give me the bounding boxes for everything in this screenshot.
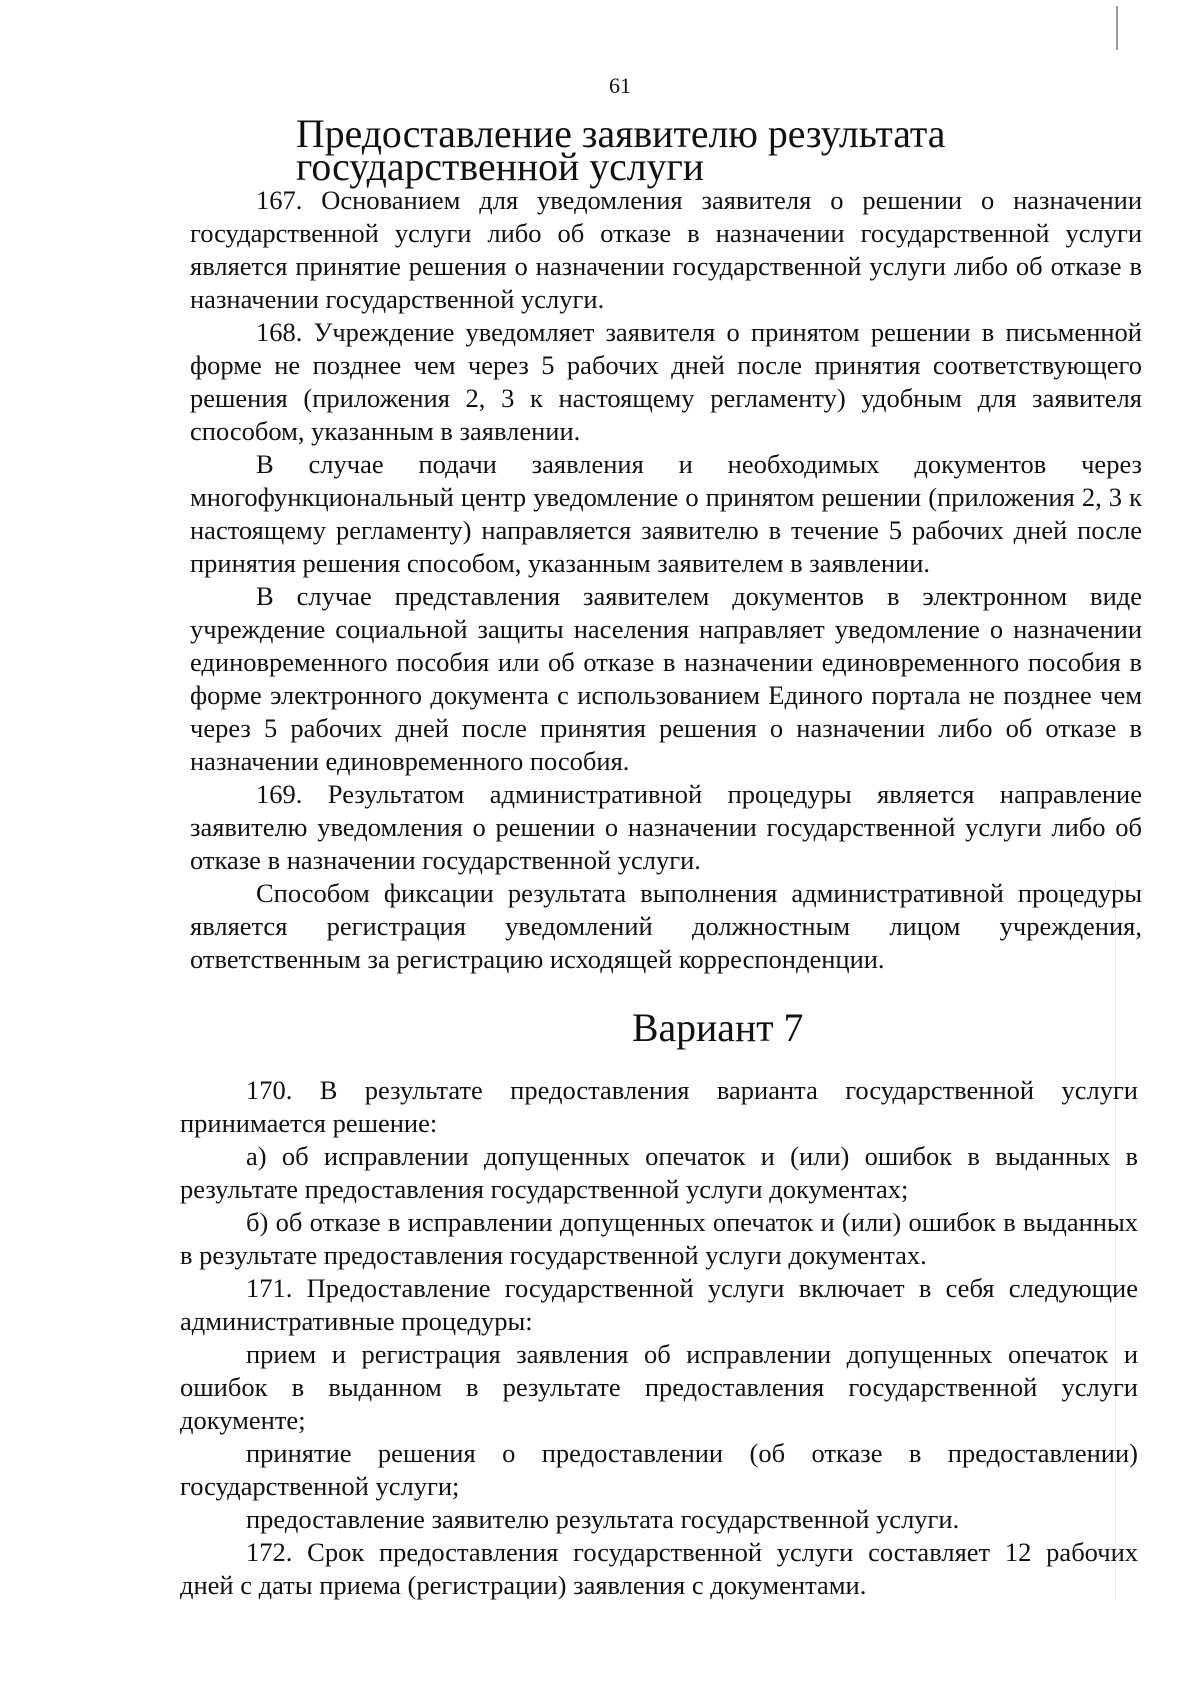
paragraph-171-reception: прием и регистрация заявления об исправлении допущенных опечаток и ошибок в выданном в результате предоставления государственной услуги документе; <box>180 1339 1138 1435</box>
paragraph-170-b: б) об отказе в исправлении допущенных опечаток и (или) ошибок в выданных в результате предоставления государственной услуги документах. <box>180 1207 1138 1270</box>
paragraph-170: 170. В результате предоставления варианта государственной услуги принимается решение: <box>180 1075 1138 1138</box>
variant-body <box>180 1074 1138 1602</box>
paragraph-169-fixation: Способом фиксации результата выполнения административной процедуры является регистрация уведомлений должностным лицом учреждения, ответственным за регистрацию исходящей корреспонденции. <box>190 878 1142 974</box>
paragraph-171-decision: принятие решения о предоставлении (об отказе в предоставлении) государственной услуги; <box>180 1438 1138 1501</box>
paragraph-170-a: а) об исправлении допущенных опечаток и (или) ошибок в выданных в результате предоставления государственной услуги документах; <box>180 1141 1138 1204</box>
section-heading: Предоставление заявителю результата государственной услуги <box>296 112 946 189</box>
paragraph-168-electronic: В случае представления заявителем документов в электронном виде учреждение социальной защиты населения направляет уведомление о назначении единовременного пособия или об отказе в назначении единовременного пособия в форме электронного документа с использованием Единого портала не позднее чем через 5 рабочих дней после принятия решения о назначении либо об отказе в назначении единовременного пособия. <box>190 581 1142 776</box>
paragraph-167: 167. Основанием для уведомления заявителя о решении о назначении государственной услуги либо об отказе в назначении государственной услуги является принятие решения о назначении государственной услуги либо об отказе в назначении государственной услуги. <box>190 185 1142 314</box>
paragraph-169: 169. Результатом административной процедуры является направление заявителю уведомления о решении о назначении государственной услуги либо об отказе в назначении государственной услуги. <box>190 779 1142 875</box>
paragraph-171: 171. Предоставление государственной услуги включает в себя следующие административные процедуры: <box>180 1273 1138 1336</box>
page-number: 61 <box>609 73 631 98</box>
paragraph-168: 168. Учреждение уведомляет заявителя о принятом решении в письменной форме не позднее чем через 5 рабочих дней после принятия соответствующего решения (приложения 2, 3 к настоящему регламенту) удобным для заявителя способом, указанным в заявлении. <box>190 317 1142 446</box>
paragraph-172: 172. Срок предоставления государственной услуги составляет 12 рабочих дней с даты приема (регистрации) заявления с документами. <box>180 1537 1138 1600</box>
section-body <box>190 184 1142 976</box>
paragraph-171-result: предоставление заявителю результата государственной услуги. <box>246 1504 960 1534</box>
variant-heading: Вариант 7 <box>632 1006 804 1050</box>
paragraph-168-mfc: В случае подачи заявления и необходимых документов через многофункциональный центр уведомление о принятом решении (приложения 2, 3 к настоящему регламенту) направляется заявителю в течение 5 рабочих дней после принятия решения способом, указанным заявителем в заявлении. <box>190 449 1142 578</box>
scan-edge-mark <box>1116 6 1118 50</box>
